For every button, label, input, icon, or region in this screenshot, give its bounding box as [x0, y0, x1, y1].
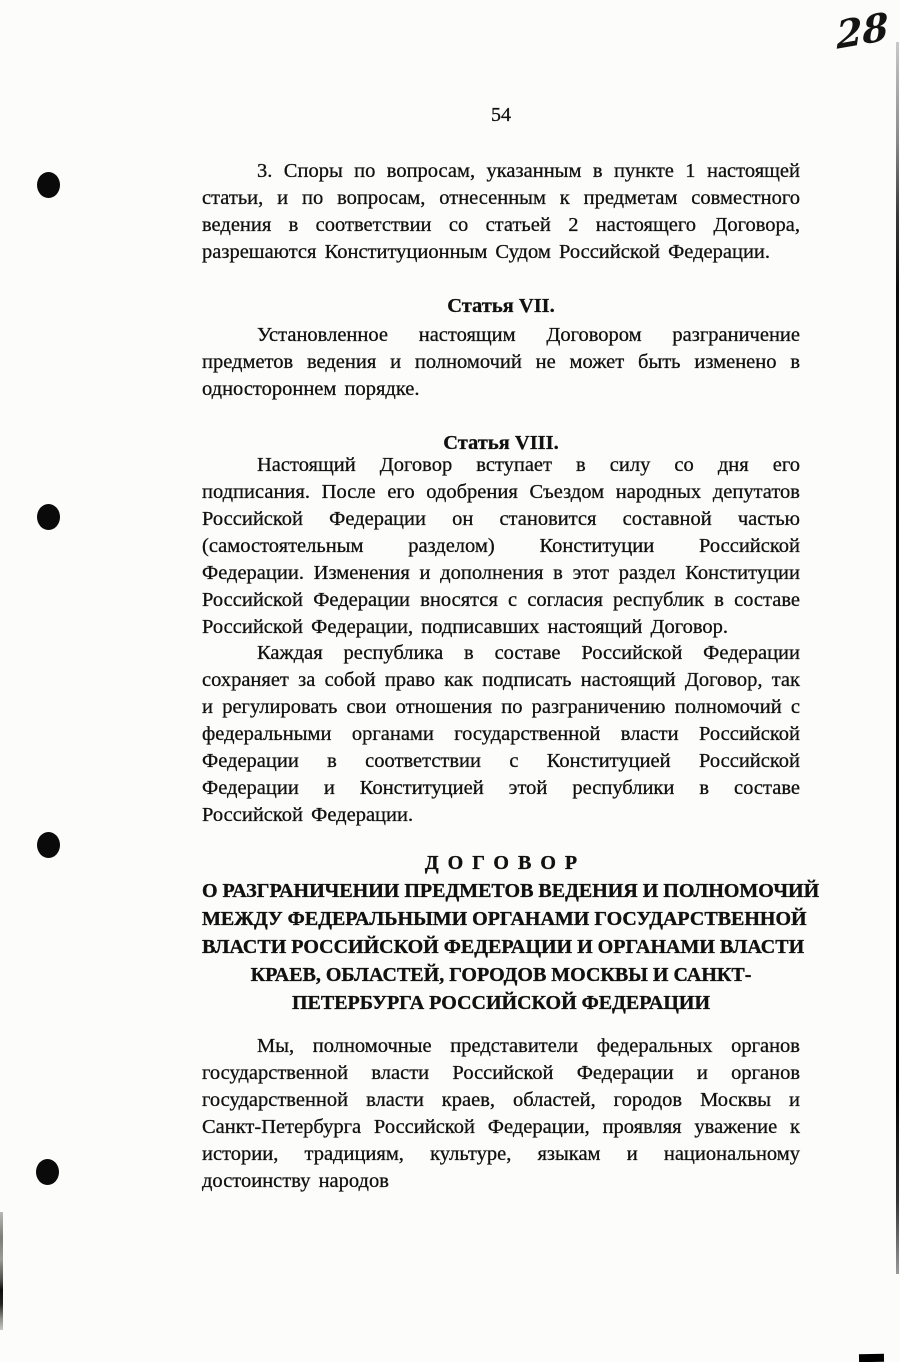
treaty-title-line-5: КРАЕВ, ОБЛАСТЕЙ, ГОРОДОВ МОСКВЫ И САНКТ-: [250, 964, 752, 986]
hole-punch-dot-3: [37, 832, 60, 858]
treaty-title: [202, 849, 820, 1017]
treaty-title-line-3: МЕЖДУ ФЕДЕРАЛЬНЫМИ ОРГАНАМИ ГОСУДАРСТВЕННОЙ: [202, 908, 807, 930]
article-7-heading: Статья VII.: [447, 295, 555, 317]
page-number: 54: [491, 104, 511, 126]
hole-punch-dot-2: [37, 504, 60, 530]
article-8-heading: Статья VIII.: [443, 432, 559, 454]
treaty-title-line-4: ВЛАСТИ РОССИЙСКОЙ ФЕДЕРАЦИИ И ОРГАНАМИ ВЛАСТИ: [202, 936, 805, 958]
treaty-title-line-2: О РАЗГРАНИЧЕНИИ ПРЕДМЕТОВ ВЕДЕНИЯ И ПОЛНОМОЧИЙ: [202, 880, 820, 902]
handwritten-page-mark: 28: [835, 3, 890, 58]
article-8-paragraph-2: Каждая республика в составе Российской Федерации сохраняет за собой право как подписать настоящий Договор, так и регулировать свои отношения по разграничению полномочий с федеральными органами государственной власти Российской Федерации в соответствии с Конституцией Российской Федерации и Конституцией этой республики в составе Российской Федерации.: [202, 642, 800, 826]
hole-punch-dot-4: [36, 1159, 59, 1185]
clause-3-paragraph: 3. Споры по вопросам, указанным в пункте 1 настоящей статьи, и по вопросам, отнесенным к предметам совместного ведения в соответствии со статьей 2 настоящего Договора, разрешаются Конституционным Судом Российской Федерации.: [202, 160, 800, 263]
article-8-paragraph-1: Настоящий Договор вступает в силу со дня его подписания. После его одобрения Съездом народных депутатов Российской Федерации он становится составной частью (самостоятельным разделом) Конституции Российской Федерации. Изменения и дополнения в этот раздел Конституции Российской Федерации вносятся с согласия республик в составе Российской Федерации, подписавших настоящий Договор.: [202, 454, 800, 638]
preamble-paragraph: Мы, полномочные представители федеральных органов государственной власти Российской Федерации и органов государственной власти краев, областей, городов Москвы и Санкт-Петербурга Российской Федерации, проявляя уважение к истории, традициям, культуре, языкам и национальному достоинству народов: [202, 1035, 800, 1192]
hole-punch-dot-1: [37, 172, 60, 198]
scan-artifact-bottom-right: [859, 1354, 884, 1362]
treaty-title-line-1: ДОГОВОР: [424, 852, 587, 874]
scan-edge-line-right: [896, 42, 899, 1274]
scan-artifact-left-edge: [0, 1212, 3, 1330]
article-7-paragraph: Установленное настоящим Договором разграничение предметов ведения и полномочий не может быть изменено в одностороннем порядке.: [202, 324, 800, 400]
treaty-title-line-6: ПЕТЕРБУРГА РОССИЙСКОЙ ФЕДЕРАЦИИ: [291, 992, 711, 1014]
